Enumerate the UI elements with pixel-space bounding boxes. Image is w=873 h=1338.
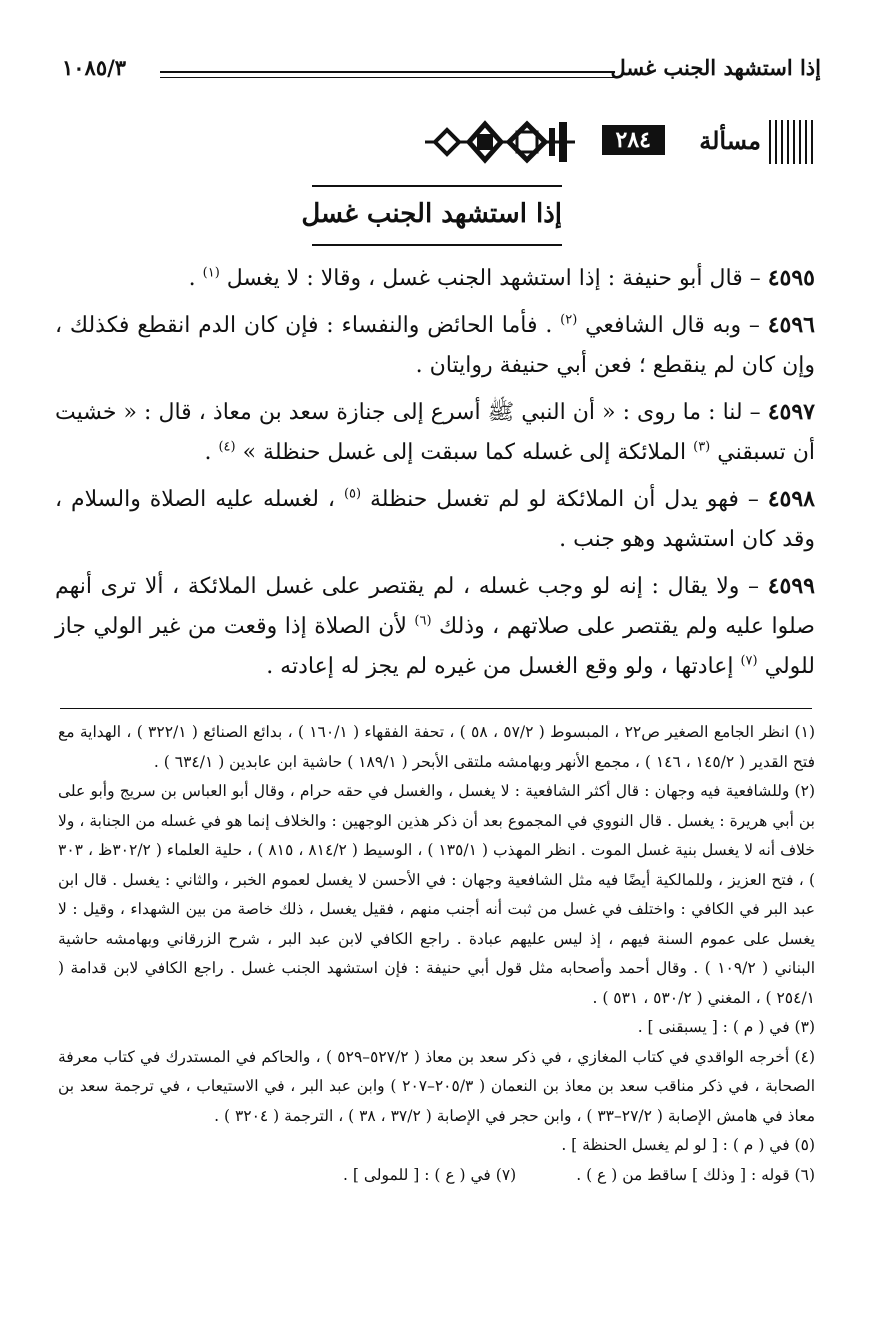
footnote-ref[interactable]: (٧) bbox=[740, 653, 758, 669]
footnote-row bbox=[58, 1161, 815, 1191]
footnote-3: (٣) في ( م ) : [ يسبقنى ] . bbox=[637, 1018, 815, 1036]
paragraph-text: – لنا : ما روى : « أن النبي ﷺ أسرع إلى جنازة سعد بن معاذ ، قال : « خشيت أن تسبقني bbox=[55, 400, 815, 465]
footnotes bbox=[58, 718, 815, 1190]
footnote-ref[interactable]: (٥) bbox=[343, 486, 362, 502]
paragraph-text: الملائكة إلى غسله كما سبقت إلى غسل حنظلة » bbox=[235, 440, 694, 465]
footnote-ref[interactable]: (٣) bbox=[693, 439, 711, 455]
paragraph-4598 bbox=[55, 479, 815, 560]
paragraph-text: . فأما الحائض والنفساء : فإن كان الدم انقطع فكذلك ، وإن كان لم ينقطع ؛ فعن أبي حنيفة روايتان . bbox=[55, 313, 815, 378]
paragraph-number: ٤٥٩٥ bbox=[767, 265, 815, 291]
running-title: إذا استشهد الجنب غسل bbox=[610, 55, 821, 80]
page-number: ١٠٨٥/٣ bbox=[62, 55, 127, 80]
footnote-ref[interactable]: (٦) bbox=[414, 613, 432, 629]
paragraph-text: . bbox=[188, 266, 203, 291]
footnote-4: (٤) أخرجه الواقدي في كتاب المغازي ، في ذكر سعد بن معاذ ( ٥٢٧/٢–٥٢٩ ) ، والحاكم في المستدرك في كتاب معرفة الصحابة ، في ذكر مناقب سعد بن معاذ بن النعمان ( ٢٠٥/٣–٢٠٧ ) وابن عبد البر ، في الاستيعاب ، في ترجمة سعد بن معاذ في هامش الإصابة ( ٢٧/٢–٣٣ ) ، وابن حجر في الإصابة ( ٣٧/٢ ، ٣٨ ) ، الترجمة ( ٣٢٠٤ ) . bbox=[58, 1047, 815, 1125]
footnote-ref[interactable]: (٤) bbox=[218, 439, 236, 455]
footnote-5: (٥) في ( م ) : [ لو لم يغسل الحنظة ] . bbox=[561, 1136, 815, 1154]
barcode-ornament bbox=[769, 120, 815, 164]
paragraph-text: ، لغسله عليه الصلاة والسلام ، وقد كان استشهد وهو جنب . bbox=[55, 487, 815, 552]
footnote-ref[interactable]: (١) bbox=[202, 265, 220, 281]
paragraph-4597 bbox=[55, 392, 815, 473]
paragraph-text: إعادتها ، ولو وقع الغسل من غيره لم يجز له إعادته . bbox=[266, 654, 741, 679]
footnote-7: (٧) في ( ع ) : [ للمولى ] . bbox=[343, 1165, 517, 1184]
paragraph-text: – ولا يقال : إنه لو وجب غسله ، لم يقتصر على غسل الملائكة ، ألا ترى أنهم صلوا عليه ولم يقتصر على صلاتهم ، وذلك bbox=[55, 574, 815, 639]
header-rule bbox=[160, 71, 615, 78]
footnote-ref[interactable]: (٢) bbox=[560, 312, 578, 328]
paragraph-number: ٤٥٩٩ bbox=[767, 573, 815, 599]
masala-label: مسألة bbox=[699, 126, 761, 155]
paragraph-number: ٤٥٩٨ bbox=[767, 486, 815, 512]
geometric-ornament-icon bbox=[425, 118, 575, 166]
footnote-2: (٢) وللشافعية فيه وجهان : قال أكثر الشافعية : لا يغسل ، والغسل في حقه حرام ، وقال أبو العباس بن سريج وأبو على بن أبي هريرة : يغسل . قال النووي في المجموع بعد أن ذكر هذين الوجهين : والخلاف إنما هو في غسله من الجنابة ، ولا خلاف أنه لا يغسل بنية غسل الموت . انظر المهذب ( ١٣٥/١ ) ، الوسيط ( ٨١٤/٢ ، ٨١٥ ) ، حلية العلماء ( ٣٠٢/٢ظ ، ٣٠٣ ) ، فتح العزيز ، وللمالكية أيضًا فيه مثل الشافعية وجهان : في الأحسن لا يغسل لعموم الخبر ، والثاني : يغسل . قال ابن عبد البر في الكافي : واختلف في غسل من ثبت أنه أجنب منهم ، فقيل يغسل ، ذلك خاصة من بين الشهداء ، وقيل : لا يغسل على عموم السنة فيهم ، إذ ليس عليهم عبادة . راجع الكافي لابن عبد البر ، شرح الزرقاني وبهامشه حاشية البناني ( ١٠٩/٢ ) . وقال أحمد وأصحابه مثل قول أبي حنيفة : فإن استشهد الجنب غسل . راجع الكافي لابن قدامة ( ٢٥٤/١ ) ، المغني ( ٥٣٠/٢ ، ٥٣١ ) . bbox=[58, 782, 815, 1007]
paragraph-4595 bbox=[55, 258, 815, 299]
footnote-6: (٦) قوله : [ وذلك ] ساقط من ( ع ) . bbox=[576, 1165, 815, 1184]
paragraph-text: – قال أبو حنيفة : إذا استشهد الجنب غسل ، وقالا : لا يغسل bbox=[219, 266, 768, 291]
paragraph-text: لأن الصلاة إذا وقعت من غير الولي جاز للولي bbox=[55, 614, 815, 679]
chapter-title: إذا استشهد الجنب غسل bbox=[312, 185, 562, 246]
paragraph-number: ٤٥٩٦ bbox=[767, 312, 815, 338]
footnote-1: (١) انظر الجامع الصغير ص٢٢ ، المبسوط ( ٥٧/٢ ، ٥٨ ) ، تحفة الفقهاء ( ١٦٠/١ ) ، بدائع الصنائع ( ٣٢٢/١ ) ، الهداية مع فتح القدير ( ١٤٥/٢ ، ١٤٦ ) ، مجمع الأنهر وبهامشه ملتقى الأبحر ( ١٨٩/١ ) حاشية ابن عابدين ( ٦٣٤/١ ) . bbox=[58, 723, 815, 771]
masala-banner bbox=[425, 118, 815, 166]
paragraph-4596 bbox=[55, 305, 815, 386]
paragraph-text: . bbox=[204, 440, 219, 465]
main-text bbox=[55, 258, 815, 693]
paragraph-number: ٤٥٩٧ bbox=[767, 399, 815, 425]
paragraph-text: – وبه قال الشافعي bbox=[577, 313, 768, 338]
paragraph-4599 bbox=[55, 566, 815, 687]
paragraph-text: – فهو يدل أن الملائكة لو لم تغسل حنظلة bbox=[361, 487, 768, 512]
masala-number: ٢٨٤ bbox=[602, 125, 665, 155]
footnote-divider bbox=[60, 708, 812, 709]
